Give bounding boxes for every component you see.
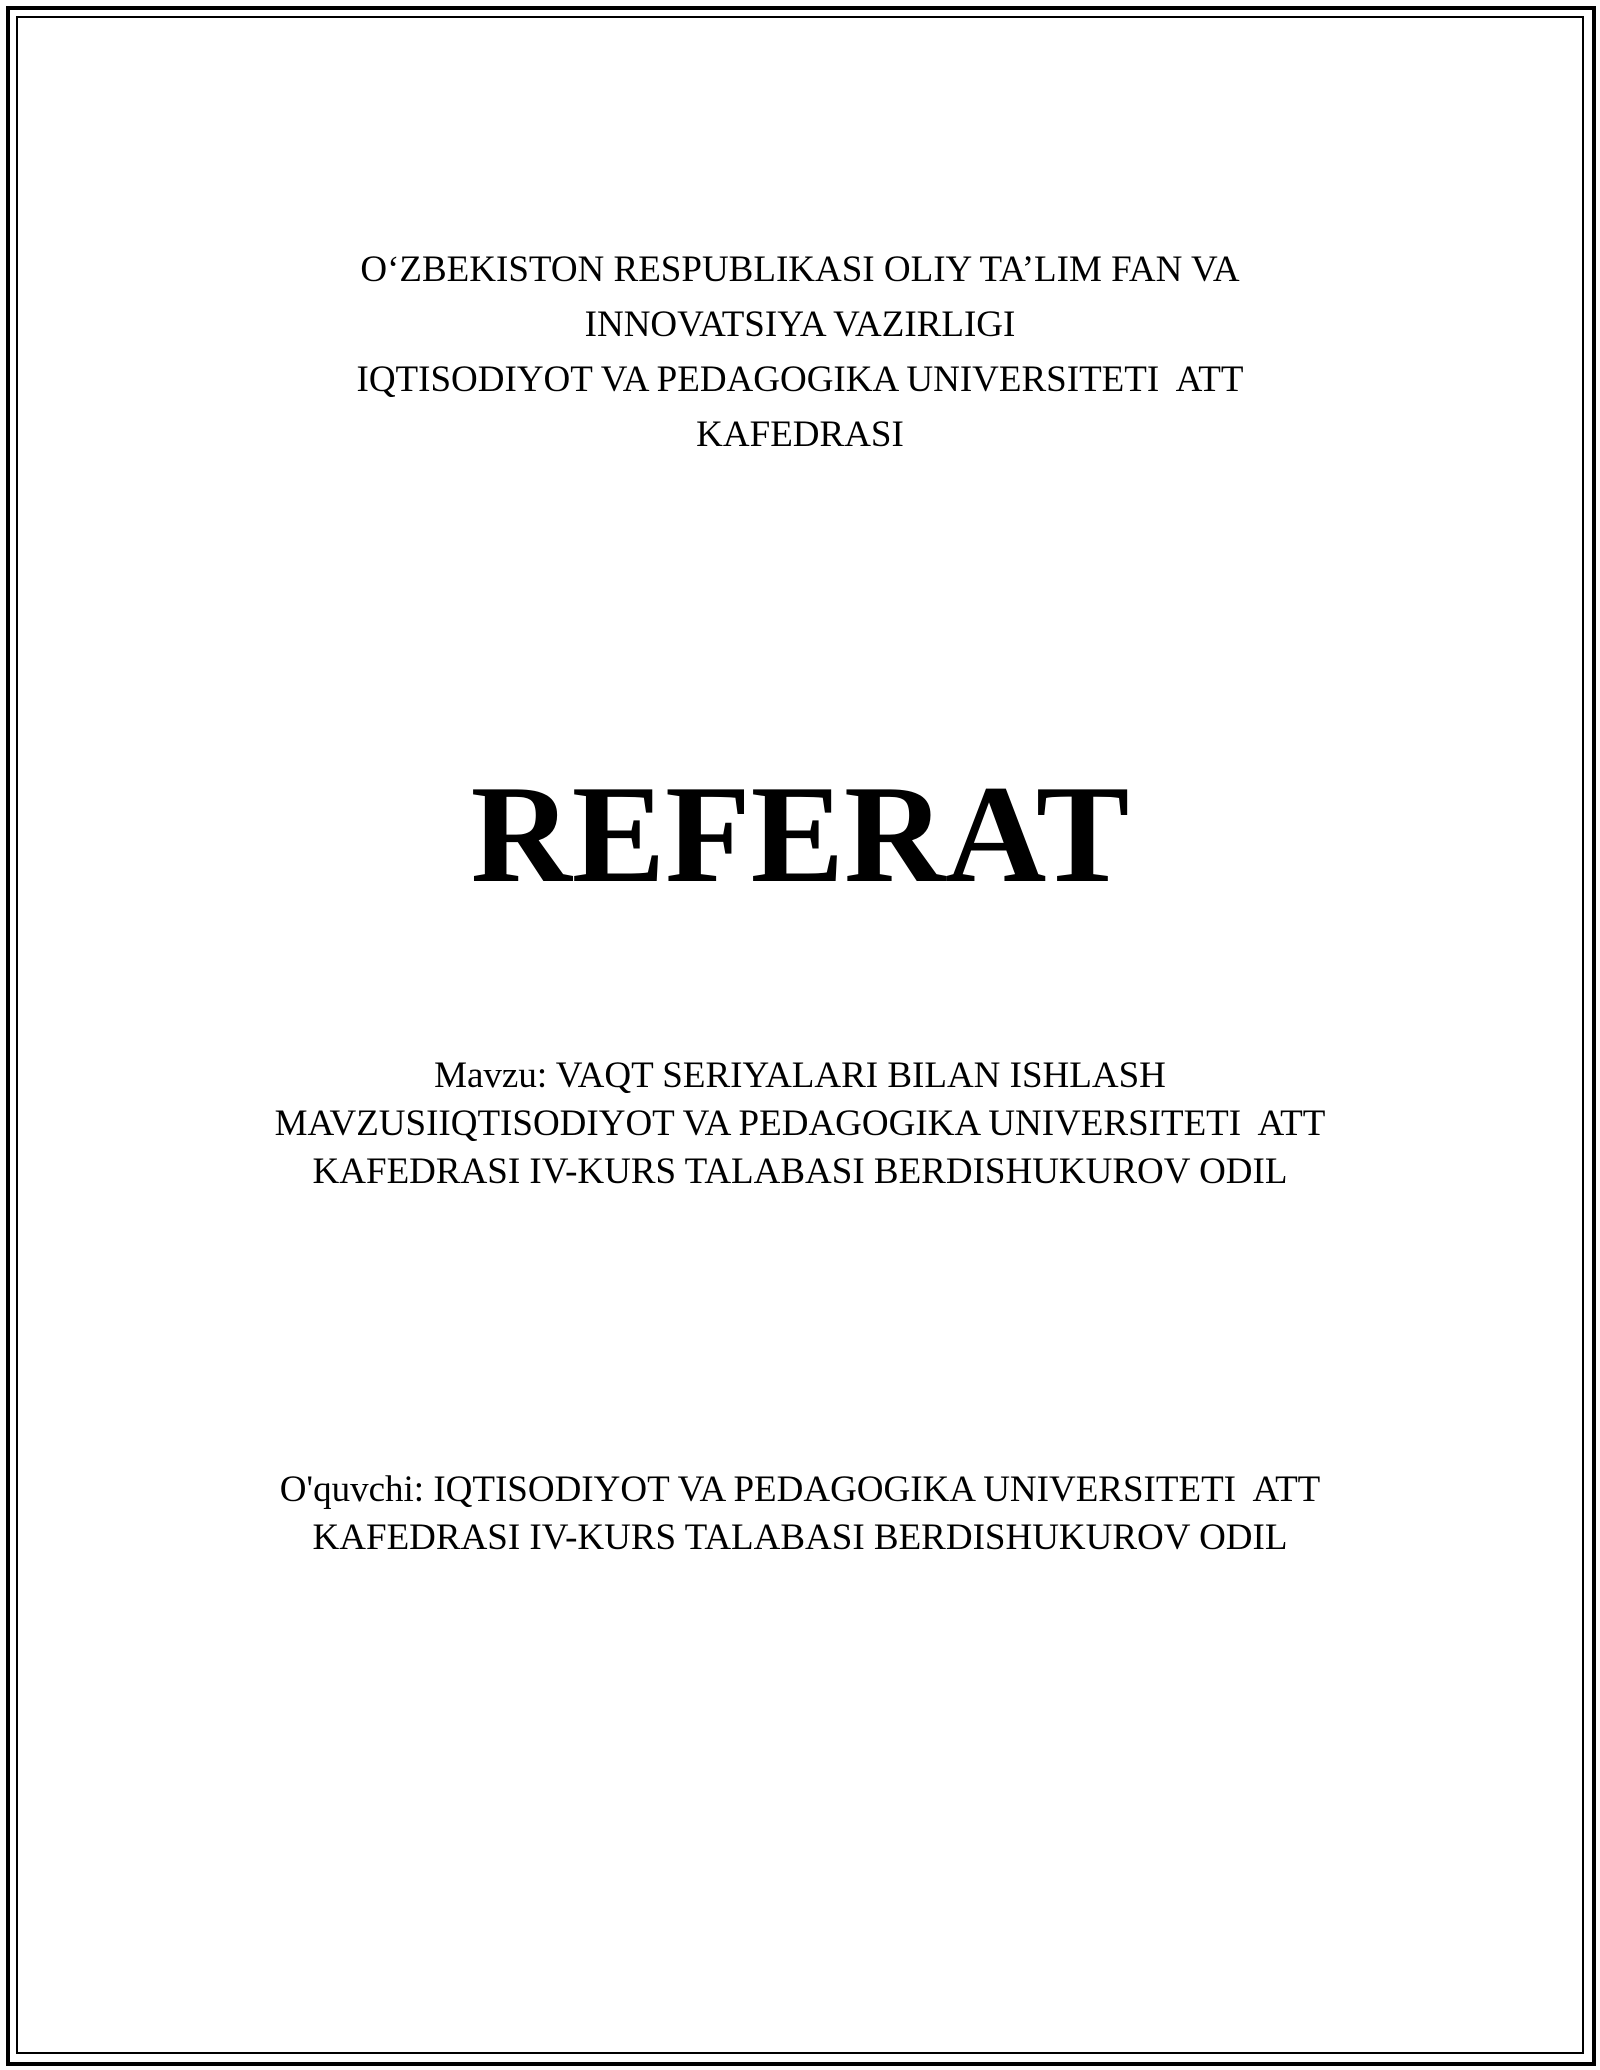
- document-title: REFERAT: [470, 757, 1130, 912]
- topic-line: Mavzu: VAQT SERIYALARI BILAN ISHLASH: [434, 1055, 1166, 1096]
- header-line: INNOVATSIYA VAZIRLIGI: [584, 304, 1016, 345]
- topic-line: KAFEDRASI IV-KURS TALABASI BERDISHUKUROV ODIL: [312, 1151, 1288, 1192]
- header-line: KAFEDRASI: [696, 414, 904, 455]
- student-line: O'quvchi: IQTISODIYOT VA PEDAGOGIKA UNIVERSITETI ATT: [279, 1469, 1321, 1510]
- student-line: KAFEDRASI IV-KURS TALABASI BERDISHUKUROV ODIL: [312, 1517, 1288, 1558]
- topic-section: [0, 1052, 1600, 1196]
- header-line: O‘ZBEKISTON RESPUBLIKASI OLIY TA’LIM FAN VA: [360, 249, 1240, 290]
- topic-line: MAVZUSIIQTISODIYOT VA PEDAGOGIKA UNIVERSITETI ATT: [274, 1103, 1326, 1144]
- student-section: [0, 1466, 1600, 1562]
- institution-header: [0, 242, 1600, 462]
- header-line: IQTISODIYOT VA PEDAGOGIKA UNIVERSITETI ATT: [356, 359, 1244, 400]
